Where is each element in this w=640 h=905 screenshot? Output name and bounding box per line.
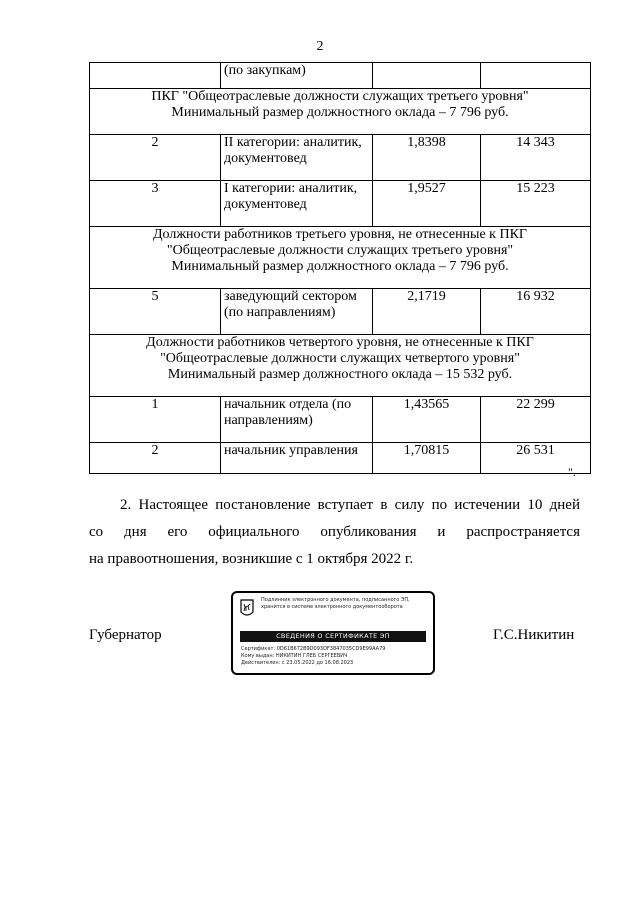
paragraph-line-3: на правоотношения, возникшие с 1 октября 2022 г. xyxy=(89,551,414,567)
group-header-line: ПКГ "Общеотраслевые должности служащих третьего уровня" xyxy=(151,89,529,104)
group-header-row xyxy=(90,227,591,289)
row-number-cell: 2 xyxy=(90,135,221,181)
stamp-issued-to: Кому выдан: НИКИТИН ГЛЕБ СЕРГЕЕВИЧ xyxy=(241,653,348,659)
group-header-cell xyxy=(90,227,591,289)
closing-quote: ". xyxy=(568,465,576,479)
stamp-validity: Действителен: с 23.05.2022 до 16.08.2023 xyxy=(241,660,354,666)
group-header-line: "Общеотраслевые должности служащих третьего уровня" xyxy=(166,243,514,258)
row-number-cell xyxy=(90,63,221,89)
signer-name: Г.С.Никитин xyxy=(493,627,575,643)
table-row xyxy=(90,397,591,443)
table-row xyxy=(90,135,591,181)
stamp-header-line-1: Подлинник электронного документа, подписанного ЭП, xyxy=(261,597,410,603)
paragraph-line-1: 2. Настоящее постановление вступает в силу по истечении 10 дней xyxy=(120,497,580,513)
group-header-line: Должности работников третьего уровня, не отнесенные к ПКГ xyxy=(152,227,528,242)
table-row xyxy=(90,63,591,89)
row-number-cell: 1 xyxy=(90,397,221,443)
position-name-cell: начальник управления xyxy=(221,443,373,474)
group-header-line: "Общеотраслевые должности служащих четвертого уровня" xyxy=(160,351,520,366)
group-header-row xyxy=(90,89,591,135)
position-name-cell: I категории: аналитик, документовед xyxy=(221,181,373,227)
electronic-signature-stamp xyxy=(231,591,435,675)
coefficient-cell: 1,43565 xyxy=(373,397,481,443)
table-row xyxy=(90,443,591,474)
row-number-cell: 2 xyxy=(90,443,221,474)
position-name-cell: начальник отдела (по направлениям) xyxy=(221,397,373,443)
salary-amount-cell: 22 299 xyxy=(481,397,591,443)
table-row xyxy=(90,181,591,227)
page-number: 2 xyxy=(316,39,324,54)
table-row xyxy=(90,289,591,335)
position-name-cell: заведующий сектором (по направлениям) xyxy=(221,289,373,335)
position-name-cell: (по закупкам) xyxy=(221,63,373,89)
group-header-row xyxy=(90,335,591,397)
salary-amount-cell: 16 932 xyxy=(481,289,591,335)
group-header-cell xyxy=(90,89,591,135)
stamp-header xyxy=(261,597,410,611)
signer-position: Губернатор xyxy=(89,627,162,643)
row-number-cell: 3 xyxy=(90,181,221,227)
stamp-header-line-2: хранится в системе электронного документооборота xyxy=(261,604,403,610)
group-header-line: Минимальный размер должностного оклада – 7 796 руб. xyxy=(171,259,509,274)
effective-date-paragraph xyxy=(89,492,580,573)
salary-amount-cell: 26 531 xyxy=(481,443,591,474)
salary-amount-cell: 15 223 xyxy=(481,181,591,227)
coefficient-cell: 1,8398 xyxy=(373,135,481,181)
group-header-cell xyxy=(90,335,591,397)
stamp-details xyxy=(241,646,385,667)
paragraph-line-2: со дня его официального опубликования и распространяется xyxy=(89,524,580,540)
coefficient-cell: 1,70815 xyxy=(373,443,481,474)
group-header-line: Минимальный размер должностного оклада – 7 796 руб. xyxy=(171,105,509,120)
row-number-cell: 5 xyxy=(90,289,221,335)
coefficient-cell xyxy=(373,63,481,89)
coefficient-cell: 2,1719 xyxy=(373,289,481,335)
salary-table xyxy=(89,62,591,474)
group-header-line: Минимальный размер должностного оклада – 15 532 руб. xyxy=(167,367,513,382)
salary-amount-cell xyxy=(481,63,591,89)
stamp-certificate: Сертификат: 0D61B672B9D093DF3847035CD9E99AA79 xyxy=(241,646,386,652)
group-header-line: Должности работников четвертого уровня, не отнесенные к ПКГ xyxy=(146,335,534,350)
position-name-cell: II категории: аналитик, документовед xyxy=(221,135,373,181)
coefficient-cell: 1,9527 xyxy=(373,181,481,227)
stamp-title-bar: СВЕДЕНИЯ О СЕРТИФИКАТЕ ЭП xyxy=(240,631,426,642)
deer-emblem-icon xyxy=(240,599,254,619)
salary-amount-cell: 14 343 xyxy=(481,135,591,181)
